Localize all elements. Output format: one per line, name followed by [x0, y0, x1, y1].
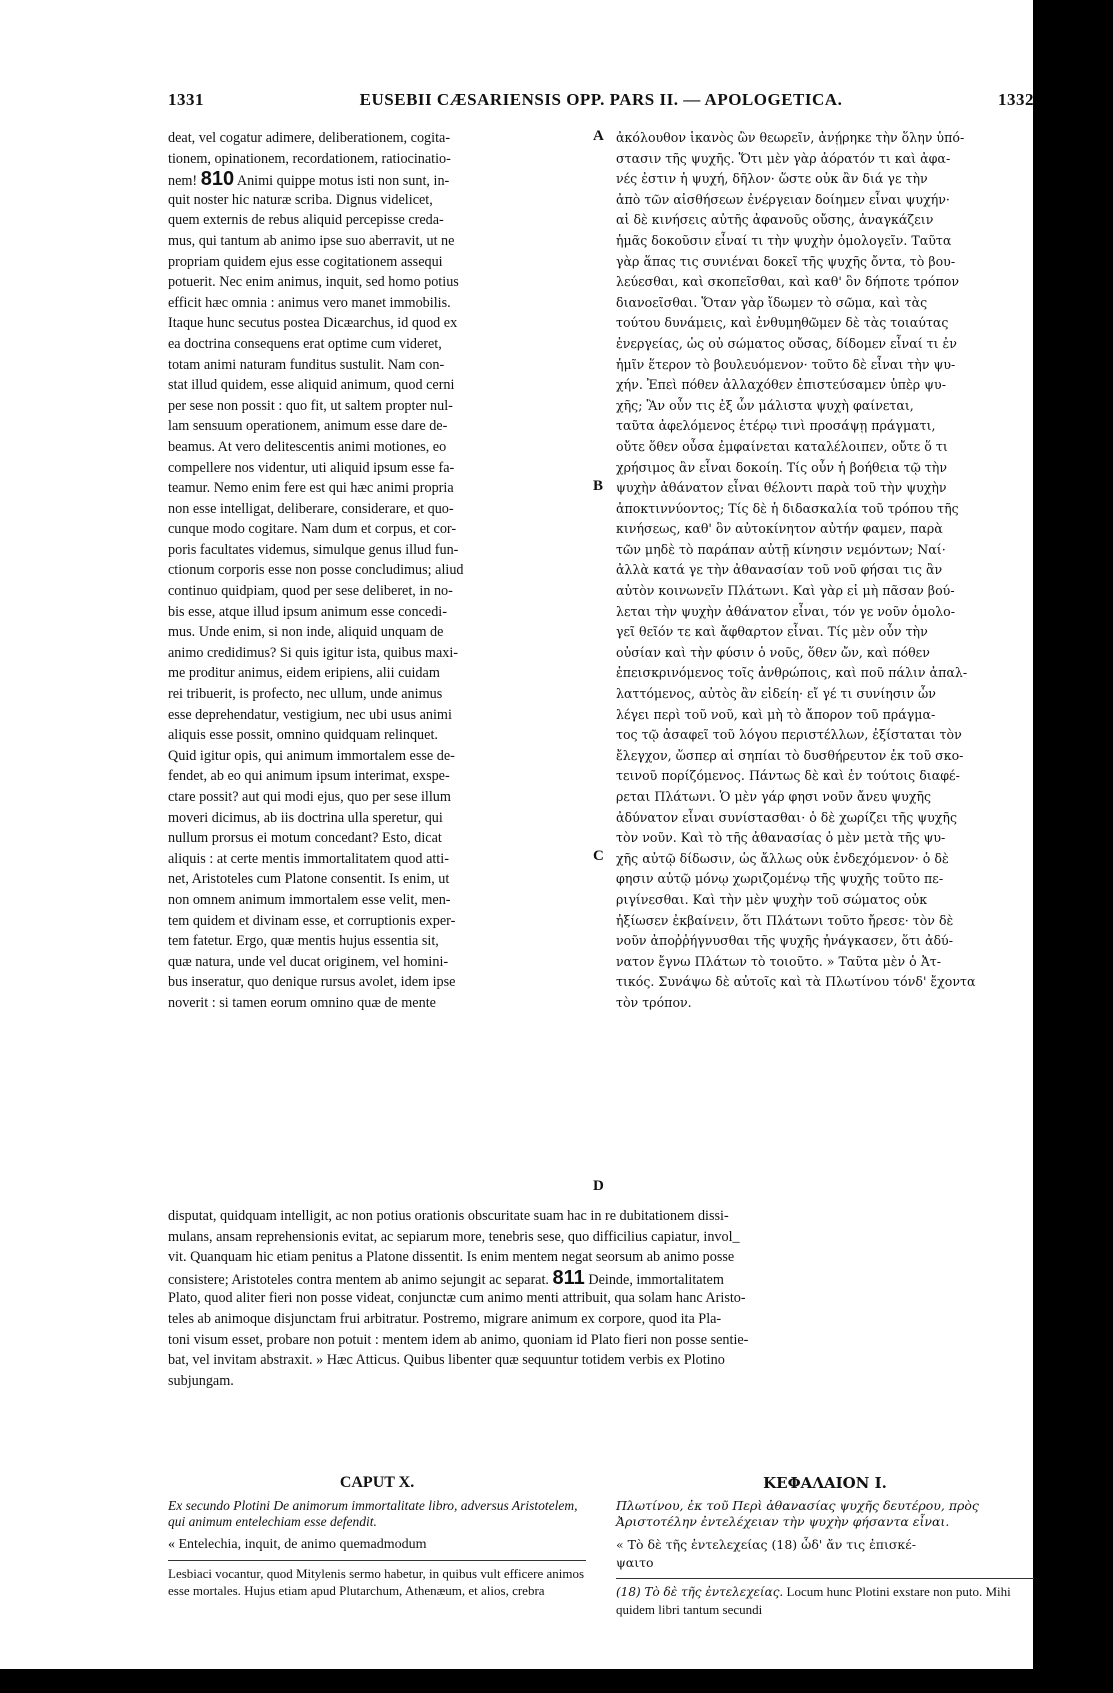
- greek-line: λεται τὴν ψυχὴν ἀθάνατον εἶναι, τόν γε νοῦν ὁμολο-: [616, 603, 955, 619]
- latin-line-end: Animi quippe motus isti non sunt, in-: [236, 173, 450, 190]
- page-number-right: 1332: [998, 90, 1034, 109]
- greek-line: ἀκόλουθον ἱκανὸς ὢν θεωρεῖν, ἀνῄρηκε τὴν ὅλην ὑπό-: [616, 130, 965, 145]
- greek-line: ἀπὸ τῶν αἰσθήσεων ἐνέργειαν δοίημεν εἶναι ψυχήν·: [616, 191, 950, 207]
- latin-line: teamur. Nemo enim fere est qui hæc animi propria: [168, 480, 454, 497]
- greek-line: ψυχὴν ἀθάνατον εἶναι θέλοντι παρὰ τοῦ τὴν ψυχὴν: [616, 480, 947, 496]
- full-line: bat, vel invitam abstraxit. » Hæc Atticus. Quibus libenter quæ sequuntur totidem verbis ex Plotino: [168, 1352, 725, 1369]
- latin-line: tem quidem et divinam esse, et corruptionis exper-: [168, 912, 456, 929]
- scan-border-right: [1033, 0, 1113, 1693]
- full-line: subjungam.: [168, 1372, 234, 1389]
- footnote-rule: [616, 1578, 1034, 1579]
- caput-subtitle: Ex secundo Plotini De animorum immortalitate libro, adversus Aristotelem, qui animum entelechiam esse defendit.: [168, 1498, 578, 1529]
- greek-column: [616, 128, 1034, 1034]
- latin-line: non omnem animum immortalem esse velit, men-: [168, 891, 451, 908]
- latin-line: poris facultates videmus, simulque genus illud fun-: [168, 541, 459, 558]
- latin-line: deat, vel cogatur adimere, deliberationem, cogita-: [168, 130, 451, 146]
- running-header: [168, 90, 1034, 116]
- marker-c: C: [593, 848, 604, 864]
- footnote-text: Locum hunc Plotini exstare non puto. Mihi quidem libri tantum secundi: [616, 1584, 1011, 1617]
- running-title: EUSEBII CÆSARIENSIS OPP. PARS II. — APOLOGETICA.: [359, 90, 843, 109]
- greek-line: τούτου δυνάμεις, καὶ ἐνθυμηθῶμεν δὲ τὰς τοιαύτας: [616, 315, 949, 331]
- greek-line: ἐνεργείας, ὡς οὐ σώματος οὔσας, δίδομεν εἶναί τι ἐν: [616, 335, 957, 351]
- latin-line: aliquis : at certe mentis immortalitatem quod atti-: [168, 850, 449, 867]
- latin-line: aliquis esse possit, omnino quidquam relinquet.: [168, 727, 438, 744]
- latin-line: noverit : si tamen eorum omnino quæ de mente: [168, 994, 436, 1011]
- greek-line: λαττόμενος, αὐτὸς ἂν εἰδείη· εἴ γέ τι συνίησιν ὧν: [616, 686, 936, 702]
- full-line-start: consistere; Aristoteles contra mentem ab animo sejungit ac separat.: [168, 1271, 549, 1288]
- latin-line: mus. Unde enim, si non inde, aliquid unquam de: [168, 624, 444, 641]
- latin-line: non esse intelligat, deliberare, considerare, et quo-: [168, 500, 454, 517]
- latin-line: bus inseratur, quo denique rursus avolet, idem ipse: [168, 974, 456, 991]
- latin-line: ctionum corporis esse non posse concludimus; aliud: [168, 562, 464, 579]
- latin-line: lam sensuum operationem, animum esse dare de-: [168, 418, 448, 435]
- full-line-end: Deinde, immortalitatem: [588, 1271, 724, 1288]
- latin-line: fendet, ab eo qui animum ipsum interimat, exspe-: [168, 768, 450, 785]
- footnote-rule: [168, 1560, 586, 1561]
- latin-line: moveri dicimus, ab iis doctrina ulla speretur, qui: [168, 809, 443, 826]
- caput-title: CAPUT X.: [339, 1474, 415, 1491]
- greek-line: τῶν μηδὲ τὸ παράπαν αὐτῇ κίνησιν νεμόντων; Ναί·: [616, 541, 946, 557]
- greek-line: ἀλλὰ κατά γε τὴν ἀθανασίαν τοῦ νοῦ φήσαι τις ἂν: [616, 562, 943, 578]
- latin-line: quem externis de rebus aliquid percepisse creda-: [168, 212, 444, 229]
- greek-line: κινήσεως, καθ' ὃν αὐτοκίνητον αὐτήν φαμεν, παρὰ: [616, 521, 943, 537]
- greek-line: νοῦν ἀποῤῥήγνυσθαι τῆς ψυχῆς ἠνάγκασεν, ὅτι ἀδύ-: [616, 933, 953, 949]
- greek-line: αὐτὸν κοινωνεῖν Πλάτωνι. Καὶ γὰρ εἰ μὴ πᾶσαν βού-: [616, 583, 955, 599]
- latin-line: continuo quidpiam, quod per sese deliberet, in no-: [168, 583, 453, 600]
- greek-line: τεινοῦ πορίζόμενος. Πάντως δὲ καὶ ἐν τούτοις διαφέ-: [616, 768, 960, 784]
- greek-line: τὸν τρόπον.: [616, 994, 692, 1010]
- greek-line: λέγει περὶ τοῦ νοῦ, καὶ μὴ τὸ ἄπορον τοῦ πράγμα-: [616, 706, 936, 722]
- scan-border-bottom: [0, 1669, 1113, 1693]
- greek-line: [616, 1014, 1034, 1035]
- latin-line: quæ natura, unde vel ducat originem, vel homini-: [168, 953, 449, 970]
- greek-line: οὐσίαν καὶ τὴν φύσιν ὁ νοῦς, ὅθεν ὤν, καὶ πόθεν: [616, 644, 930, 660]
- latin-line: esse deprehendatur, vestigium, nec ubi usus animi: [168, 706, 452, 723]
- greek-line: ἡμῖν ἕτερον τὸ βουλευόμενον· τοῦτο δὲ εἶναι τὴν ψυ-: [616, 356, 956, 372]
- kephalaion-section: [616, 1474, 1034, 1618]
- latin-line: ctare possit? aut qui modi ejus, quo per sese illum: [168, 789, 451, 805]
- latin-line: [168, 169, 586, 190]
- greek-line: ἐπεισκρινόμενος τοῖς ἀνθρώποις, καὶ ποῦ πάλιν ἀπαλ-: [616, 665, 968, 681]
- greek-line: νές ἐστιν ἡ ψυχή, δῆλον· ὥστε οὐκ ἂν διά γε τὴν: [616, 171, 928, 187]
- latin-line: me proditur animus, eidem eripiens, alii cuidam: [168, 665, 440, 682]
- greek-line: ἠξίωσεν ἐκβαίνειν, ὅτι Πλάτωνι τοῦτο ἤρεσε· τὸν δὲ: [616, 912, 954, 928]
- latin-line: nullum prorsus ei motum concedant? Esto, dicat: [168, 830, 442, 847]
- kephalaion-footnote: [616, 1583, 1034, 1618]
- full-line: Plato, quod aliter fieri non posse videat, conjunctæ cum animo menti attribuit, qua solam hanc Aristo-: [168, 1290, 746, 1307]
- greek-line: ἀδύνατον εἶναι συνίστασθαι· ὁ δὲ χωρίζει τῆς ψυχῆς: [616, 809, 958, 825]
- greek-line: ἀποκτιννύοντος; Τίς δὲ ἡ διδασκαλία τοῦ τρόπου τῆς: [616, 500, 959, 516]
- full-width-paragraph: [168, 1206, 1034, 1391]
- latin-line: Quid igitur opis, qui animum immortalem esse de-: [168, 747, 455, 764]
- latin-line: ea doctrina consequens erat optime cum videret,: [168, 335, 442, 352]
- latin-line: mus, qui tantum ab animo ipse suo aberravit, ut ne: [168, 232, 455, 249]
- caput-section: [168, 1474, 586, 1599]
- latin-line: efficit hæc omnia : animus vero manet immobilis.: [168, 294, 451, 311]
- full-line: mulans, ansam reprehensionis evitat, ac sepiarum more, tenebris sese, quo difficilius capiatur, invol_: [168, 1228, 740, 1245]
- section-number-811: 811: [552, 1267, 585, 1289]
- latin-line: rei tribuerit, is profecto, nec ullum, unde animus: [168, 686, 443, 703]
- latin-line: tem fatetur. Ergo, quæ mentis hujus essentia sit,: [168, 933, 439, 950]
- latin-line: stat illud quidem, esse aliquid animum, quod cerni: [168, 377, 455, 394]
- greek-line: γὰρ ἅπας τις συνιέναι δοκεῖ τῆς ψυχῆς ὄντα, τὸ βου-: [616, 253, 956, 269]
- full-line: toni visum esset, probare non potuit : mentem idem ab animo, quoniam id Plato fieri non posse sentie-: [168, 1331, 749, 1348]
- latin-line: propriam quidem ejus esse cogitationem assequi: [168, 253, 443, 270]
- latin-line: per sese non possit : quo fit, ut saltem propter nul-: [168, 397, 453, 414]
- marker-a: A: [593, 128, 604, 144]
- greek-line: χρήσιμος ἂν εἶναι δοκοίη. Τίς οὖν ἡ βοήθεια τῷ τὴν: [616, 459, 947, 475]
- greek-line: χήν. Ἐπεὶ πόθεν ἀλλαχόθεν ἐπιστεύσαμεν ὑπὲρ ψυ-: [616, 377, 946, 393]
- latin-line: beamus. At vero delitescentis animi motiones, eo: [168, 438, 447, 455]
- caput-footnote: Lesbiaci vocantur, quod Mitylenis sermo habetur, in quibus vult efficere animos esse mortales. Hujus etiam apud Plutarchum, Athenæum, et alios, crebra: [168, 1566, 585, 1598]
- greek-line: λεύεσθαι, καὶ σκοπεῖσθαι, καὶ καθ' ὃν δήποτε τρόπον: [616, 274, 959, 290]
- kephalaion-subtitle: Πλωτίνου, ἐκ τοῦ Περὶ ἀθανασίας ψυχῆς δευτέρου, πρὸς Ἀριστοτέλην ἐντελέχειαν τὴν ψυχὴν φήσαντα εἶναι.: [616, 1498, 979, 1529]
- latin-column: [168, 128, 586, 1014]
- footnote-lemma: (18) Τὸ δὲ τῆς ἐντελεχείας.: [616, 1585, 784, 1599]
- marker-b: B: [593, 478, 604, 494]
- latin-line: totam animi naturam funditus sustulit. Nam con-: [168, 356, 445, 373]
- latin-line: tionem, opinationem, recordationem, ratiocinatio-: [168, 150, 451, 167]
- greek-line: ρεται Πλάτωνι. Ὁ μὲν γάρ φησι νοῦν ἄνευ ψυχῆς: [616, 789, 932, 804]
- greek-line: ταῦτα ἀφελόμενος ἑτέρῳ τινὶ προσάψῃ πράγματι,: [616, 418, 936, 434]
- greek-line: τος τῷ ἀσαφεῖ τοῦ λόγου περιστέλλων, ἐξίσταται τὸν: [616, 727, 962, 743]
- latin-line: net, Aristoteles cum Platone consentit. Is enim, ut: [168, 871, 450, 888]
- greek-line: χῆς; Ἂν οὖν τις ἐξ ὧν μάλιστα ψυχὴ φαίνεται,: [616, 397, 914, 413]
- full-line: teles ab animoque disjunctam frui arbitratur. Postremo, migrare animum ex corpore, quod ita Pla-: [168, 1310, 722, 1327]
- page: [168, 90, 1034, 1650]
- page-number-left: 1331: [168, 90, 204, 109]
- latin-line: compellere nos videntur, uti aliquid ipsum esse fa-: [168, 459, 455, 476]
- kephalaion-title: ΚΕΦΑΛΑΙΟΝ Ι.: [763, 1474, 887, 1492]
- kephalaion-text-continued: ψαιτο: [616, 1555, 654, 1570]
- greek-line: ριγίνεσθαι. Καὶ τὴν μὲν ψυχὴν τοῦ σώματος οὐκ: [616, 891, 928, 907]
- greek-line: νατον ἔγνω Πλάτων τὸ τοιοῦτο. » Ταῦτα μὲν ὁ Ἀτ-: [616, 953, 942, 969]
- greek-line: διανοεῖσθαι. Ὅταν γὰρ ἴδωμεν τὸ σῶμα, καὶ τὰς: [616, 294, 928, 310]
- greek-line: φησιν αὐτῷ μόνῳ χωριζομένῳ τῆς ψυχῆς τοῦτο πε-: [616, 871, 944, 887]
- latin-line: animo credidimus? Si quis igitur ista, quibus maxi-: [168, 644, 459, 661]
- greek-line: οὔτε ὅθεν οὖσα ἐμφαίνεται καταλέλοιπεν, οὔτε ὅ τι: [616, 438, 948, 454]
- latin-line: Itaque hunc secutus postea Dicæarchus, id quod ex: [168, 315, 458, 332]
- greek-line: στασιν τῆς ψυχῆς. Ὅτι μὲν γὰρ ἀόρατόν τι καὶ ἀφα-: [616, 150, 951, 166]
- greek-line: χῆς αὐτῷ δίδωσιν, ὡς ἄλλως οὐκ ἐνδεχόμενον· ὁ δὲ: [616, 850, 949, 866]
- marker-d: D: [593, 1178, 604, 1194]
- latin-line-start: nem!: [168, 173, 198, 190]
- section-number-810: 810: [200, 169, 235, 190]
- latin-line: potuerit. Nec enim animus, inquit, sed homo potius: [168, 274, 459, 291]
- full-line: vit. Quanquam hic etiam penitus a Platone dissentit. Is enim mentem negat seorsum ab animo posse: [168, 1249, 735, 1266]
- latin-line: bis esse, atque illud ipsum animum esse concedi-: [168, 603, 447, 620]
- greek-line: αἱ δὲ κινήσεις αὐτῆς ἀφανοῦς οὔσης, ἀναγκάζειν: [616, 212, 934, 228]
- latin-line: quit noster hic naturæ scriba. Dignus videlicet,: [168, 191, 433, 208]
- latin-line: cunque modo cogitare. Nam dum et corpus, et cor-: [168, 521, 457, 538]
- full-line: [168, 1268, 1034, 1289]
- kephalaion-text: « Τὸ δὲ τῆς ἐντελεχείας (18) ὧδ' ἄν τις ἐπισκέ-: [616, 1537, 916, 1552]
- caput-text: « Entelechia, inquit, de animo quemadmodum: [168, 1537, 427, 1552]
- greek-line: ἔλεγχον, ὥσπερ αἱ σηπίαι τὸ δυσθήρευτον ἐκ τοῦ σκο-: [616, 747, 964, 763]
- greek-line: γεῖ θεῖόν τε καὶ ἄφθαρτον εἶναι. Τίς μὲν οὖν τὴν: [616, 624, 928, 640]
- greek-line: τὸν νοῦν. Καὶ τὸ τῆς ἀθανασίας ὁ μὲν μετὰ τῆς ψυ-: [616, 830, 946, 846]
- greek-line: ἡμᾶς δοκοῦσιν εἶναί τι τὴν ψυχὴν ὁμολογεῖν. Ταῦτα: [616, 232, 952, 248]
- full-line: disputat, quidquam intelligit, ac non potius orationis obscuritate suam hac in re dubitationem dissi-: [168, 1208, 729, 1224]
- greek-line: τικός. Συνάψω δὲ αὐτοῖς καὶ τὰ Πλωτίνου τόνδ' ἔχοντα: [616, 974, 976, 990]
